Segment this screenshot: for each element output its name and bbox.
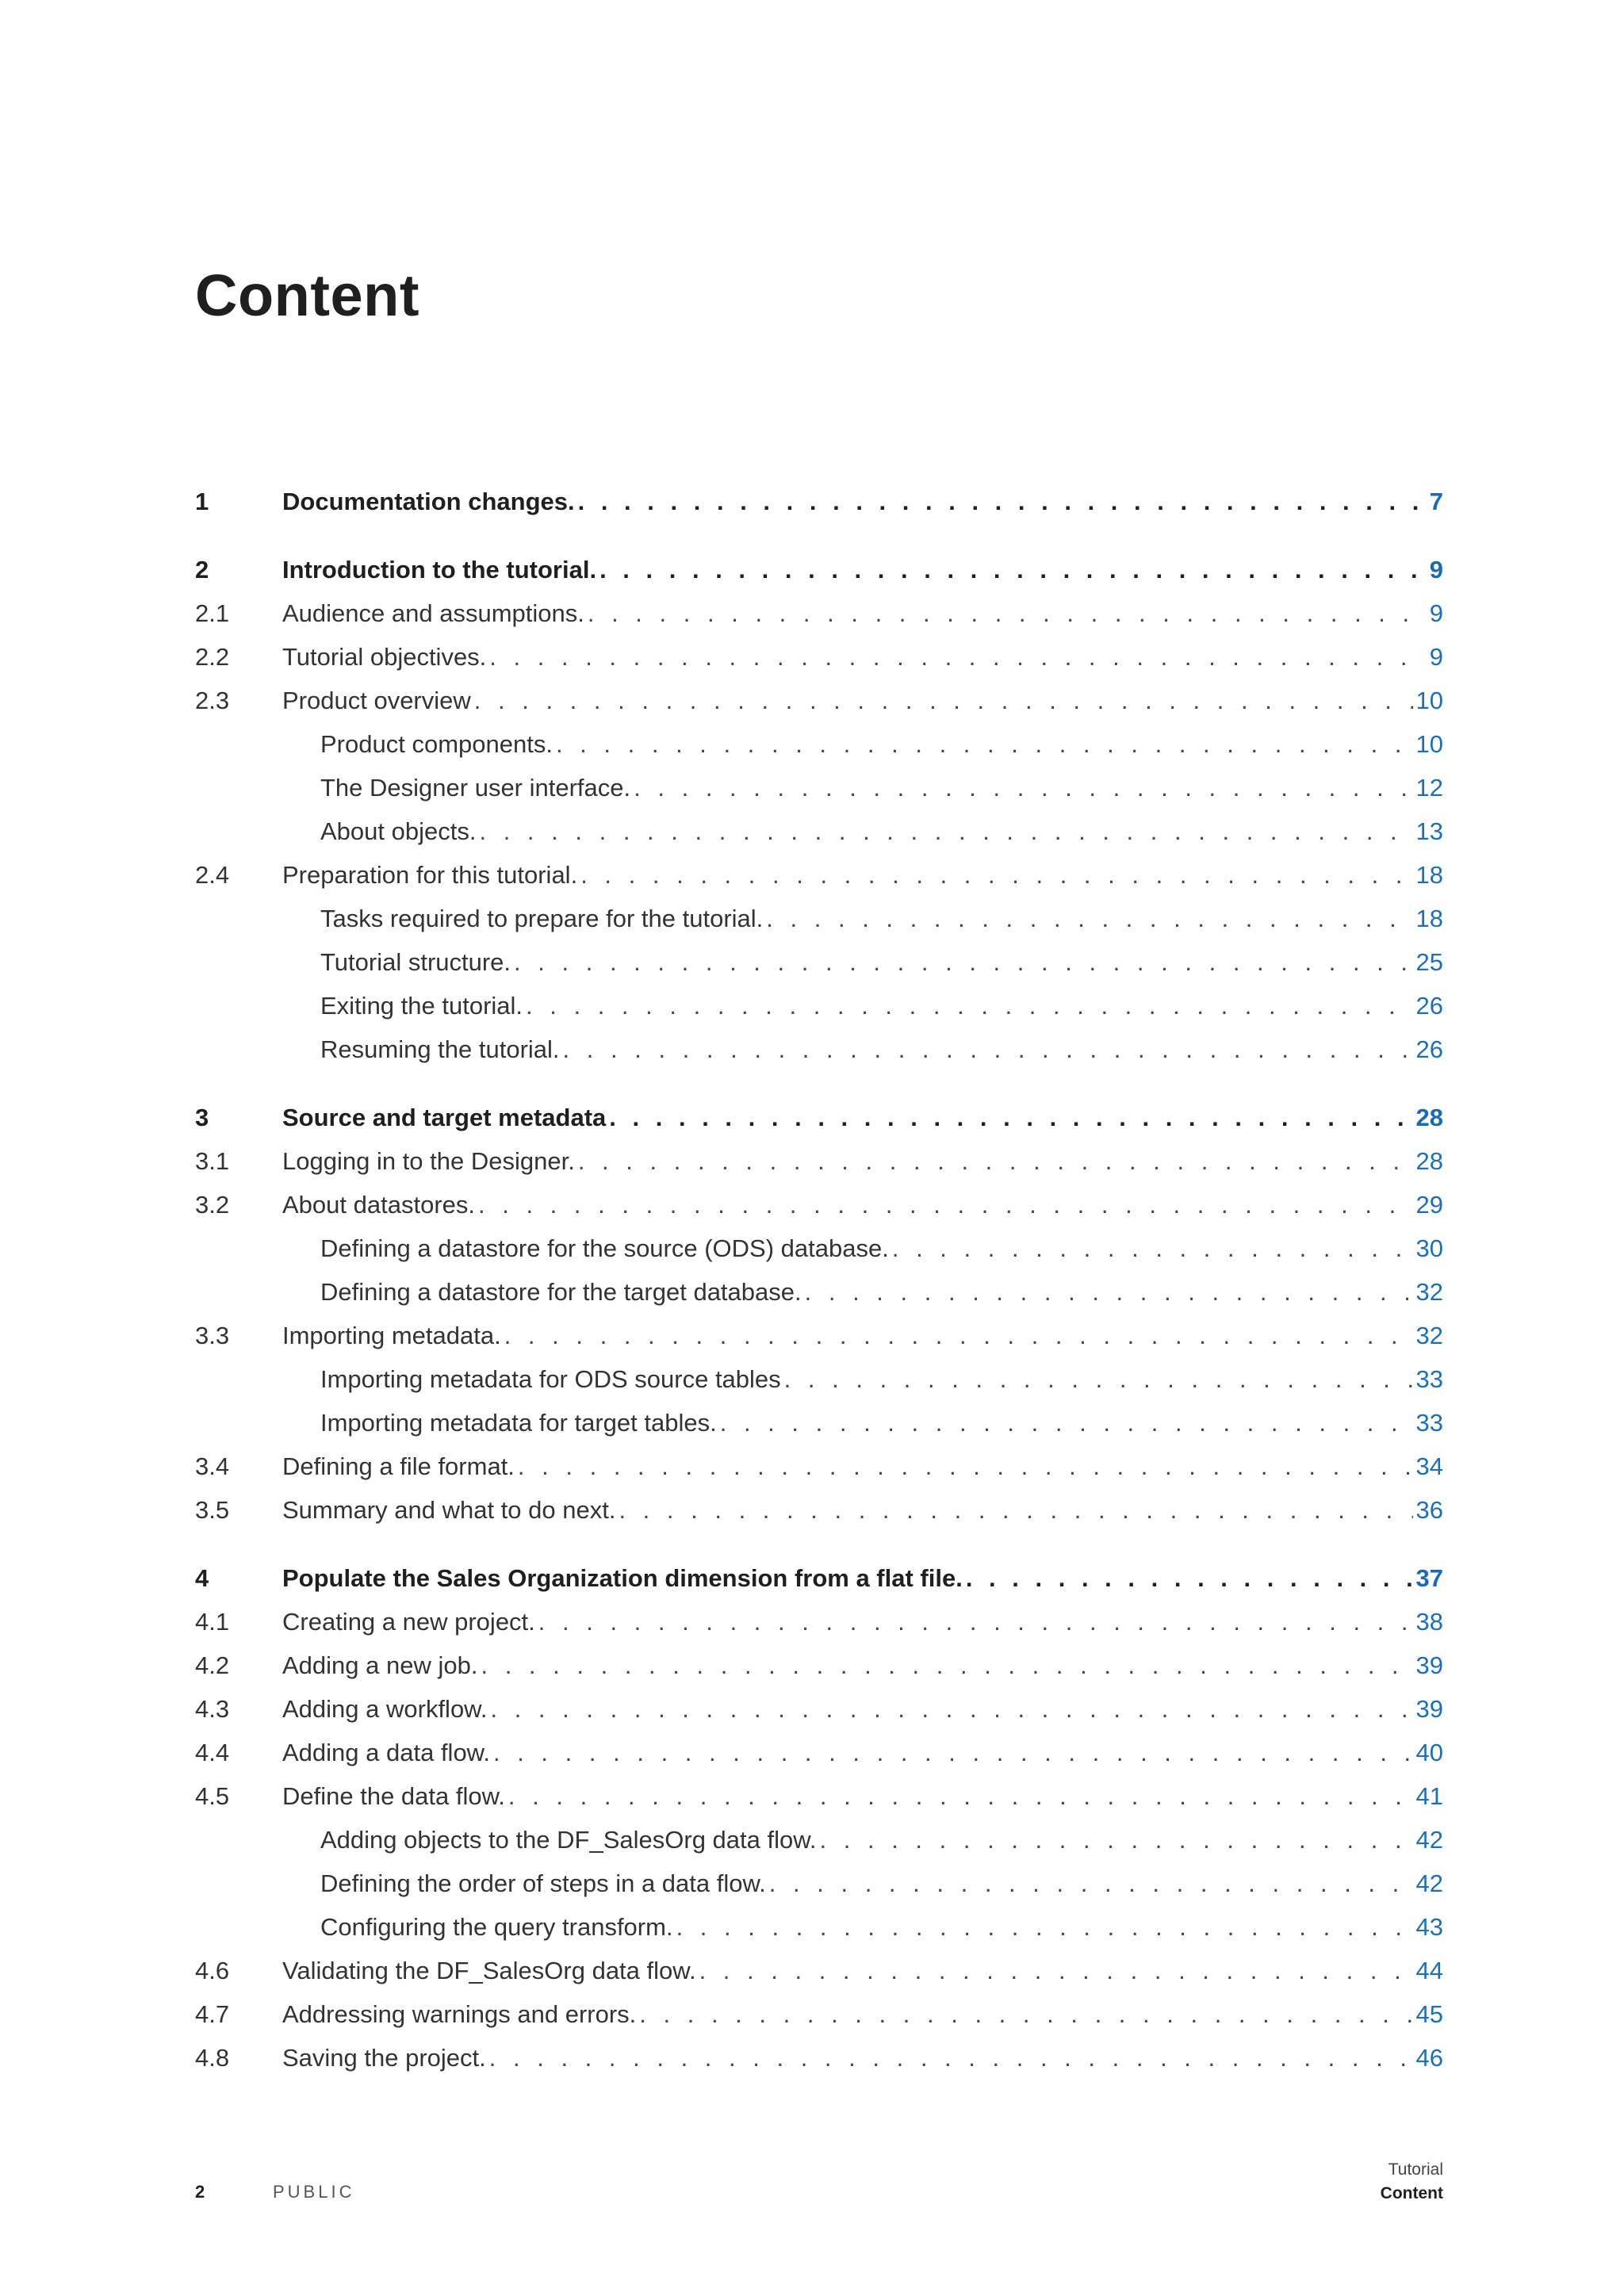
toc-entry-title[interactable]: Importing metadata. — [282, 1322, 501, 1349]
dot-leader — [588, 599, 1421, 628]
toc-entry[interactable] — [195, 774, 1443, 817]
dot-leader — [489, 2044, 1413, 2072]
toc-entry-title[interactable]: Source and target metadata — [282, 1104, 607, 1131]
toc-entry-body — [282, 1409, 1443, 1437]
toc-entry[interactable] — [195, 1234, 1443, 1278]
toc-entry-number: 4.1 — [195, 1608, 230, 1636]
toc-entry-page-link[interactable]: 7 — [1429, 488, 1443, 515]
toc-entry-number: 4.8 — [195, 2044, 230, 2072]
toc-entry-page-link[interactable]: 33 — [1415, 1365, 1443, 1393]
dot-leader — [580, 861, 1412, 890]
dot-leader — [720, 1409, 1413, 1437]
toc-entry-title[interactable]: Summary and what to do next. — [282, 1496, 616, 1524]
toc-entry-number: 3.5 — [195, 1496, 230, 1524]
toc-entry-body — [282, 1695, 1443, 1724]
toc-entry-body — [282, 1365, 1443, 1394]
toc-entry-page-link[interactable]: 12 — [1415, 774, 1443, 802]
toc-entry-page-link[interactable]: 30 — [1415, 1234, 1443, 1262]
toc-entry[interactable] — [195, 1826, 1443, 1869]
toc-entry-body — [282, 1191, 1443, 1219]
toc-entry-title[interactable]: Defining the order of steps in a data flow. — [320, 1869, 766, 1897]
toc-entry-title[interactable]: Importing metadata for target tables. — [320, 1409, 717, 1437]
footer-document-title: Tutorial — [1388, 2160, 1443, 2179]
toc-entry-title[interactable]: Saving the project. — [282, 2044, 486, 2072]
toc-entry[interactable] — [195, 1322, 1443, 1365]
toc-entry[interactable] — [195, 1452, 1443, 1496]
toc-entry-body — [282, 1739, 1443, 1767]
toc-entry-number: 4.4 — [195, 1739, 230, 1766]
toc-entry[interactable] — [195, 948, 1443, 992]
toc-entry-page-link[interactable]: 45 — [1415, 2000, 1443, 2028]
toc-entry-body — [282, 1278, 1443, 1307]
toc-entry-page-link[interactable]: 39 — [1415, 1695, 1443, 1723]
toc-entry[interactable] — [195, 643, 1443, 687]
toc-entry[interactable] — [195, 1104, 1443, 1147]
toc-entry-number: 1 — [195, 488, 209, 515]
dot-leader — [766, 905, 1412, 933]
toc-entry[interactable] — [195, 1913, 1443, 1957]
toc-entry-body — [282, 817, 1443, 846]
toc-entry-title[interactable]: Adding objects to the DF_SalesOrg data flow. — [320, 1826, 817, 1854]
toc-entry-body — [282, 1869, 1443, 1898]
toc-entry[interactable] — [195, 730, 1443, 774]
toc-entry-body — [282, 687, 1443, 715]
toc-entry-body — [282, 1496, 1443, 1525]
dot-leader — [490, 1695, 1412, 1724]
toc-entry[interactable] — [195, 1739, 1443, 1782]
dot-leader — [769, 1869, 1413, 1898]
toc-entry-title[interactable]: About objects. — [320, 817, 477, 845]
toc-entry[interactable] — [195, 992, 1443, 1035]
toc-entry-number: 3.1 — [195, 1147, 230, 1175]
dot-leader — [556, 730, 1413, 759]
toc-entry-number: 3.4 — [195, 1452, 230, 1480]
toc-entry[interactable] — [195, 687, 1443, 730]
toc-entry-number: 4.6 — [195, 1957, 230, 1984]
toc-entry-body — [282, 1782, 1443, 1811]
dot-leader — [619, 1496, 1412, 1525]
toc-entry-title[interactable]: Exiting the tutorial. — [320, 992, 523, 1020]
toc-entry-title[interactable]: Tutorial structure. — [320, 948, 511, 976]
toc-entry-title[interactable]: Defining a datastore for the source (ODS) database. — [320, 1234, 889, 1262]
toc-entry-title[interactable]: Resuming the tutorial. — [320, 1035, 560, 1063]
toc-entry-title[interactable]: Tasks required to prepare for the tutorial. — [320, 905, 764, 932]
toc-entry[interactable] — [195, 1035, 1443, 1079]
toc-entry-body — [282, 1104, 1443, 1132]
toc-entry[interactable] — [195, 1695, 1443, 1739]
toc-entry[interactable] — [195, 599, 1443, 643]
dot-leader — [504, 1322, 1413, 1350]
toc-entry[interactable] — [195, 1278, 1443, 1322]
toc-entry-page-link[interactable]: 9 — [1429, 599, 1443, 627]
toc-entry-body — [282, 599, 1443, 628]
footer-page-number: 2 — [195, 2182, 205, 2202]
toc-entry-title[interactable]: Product components. — [320, 730, 553, 758]
toc-entry-page-link[interactable]: 38 — [1415, 1608, 1443, 1636]
toc-entry-page-link[interactable]: 37 — [1415, 1564, 1443, 1592]
toc-entry-title[interactable]: Adding a new job. — [282, 1651, 478, 1679]
footer-right — [1381, 2158, 1443, 2206]
toc-entry-body — [282, 1957, 1443, 1985]
toc-entry-title[interactable]: Defining a datastore for the target database. — [320, 1278, 802, 1306]
dot-leader — [518, 1452, 1413, 1481]
toc-entry-page-link[interactable]: 32 — [1415, 1322, 1443, 1349]
toc-entry-page-link[interactable]: 13 — [1415, 817, 1443, 845]
toc-entry[interactable] — [195, 1365, 1443, 1409]
toc-entry-page-link[interactable]: 41 — [1415, 1782, 1443, 1810]
toc-entry[interactable] — [195, 556, 1443, 599]
toc-entry-body — [282, 1913, 1443, 1942]
toc-entry-number: 4.2 — [195, 1651, 230, 1679]
toc-entry-number: 2.3 — [195, 687, 230, 714]
toc-entry[interactable] — [195, 1191, 1443, 1234]
toc-entry-page-link[interactable]: 33 — [1415, 1409, 1443, 1437]
footer-section-title: Content — [1380, 2184, 1443, 2202]
toc-entry-page-link[interactable]: 40 — [1415, 1739, 1443, 1766]
dot-leader — [514, 948, 1412, 977]
dot-leader — [563, 1035, 1413, 1064]
toc-entry-body — [282, 730, 1443, 759]
toc-entry-title[interactable]: Product overview — [282, 687, 471, 714]
toc-entry-body — [282, 861, 1443, 890]
dot-leader — [784, 1365, 1413, 1394]
dot-leader — [578, 488, 1421, 516]
toc-entry-title[interactable]: Defining a file format. — [282, 1452, 515, 1480]
toc-entry-body — [282, 1826, 1443, 1854]
toc-entry-body — [282, 774, 1443, 802]
dot-leader — [526, 992, 1412, 1020]
toc-entry-page-link[interactable]: 28 — [1415, 1147, 1443, 1175]
dot-leader — [966, 1564, 1413, 1593]
toc-entry-page-link[interactable]: 26 — [1415, 1035, 1443, 1063]
dot-leader — [474, 687, 1413, 715]
toc-entry-title[interactable]: The Designer user interface. — [320, 774, 631, 802]
toc-entry-title[interactable]: Tutorial objectives. — [282, 643, 487, 671]
toc-entry[interactable] — [195, 1869, 1443, 1913]
toc-entry-title[interactable]: Populate the Sales Organization dimension from a flat file. — [282, 1564, 963, 1592]
page-title: Content — [195, 262, 419, 328]
toc-entry-page-link[interactable]: 25 — [1415, 948, 1443, 976]
toc-entry[interactable] — [195, 817, 1443, 861]
toc-entry-title[interactable]: Adding a workflow. — [282, 1695, 488, 1723]
toc-entry-page-link[interactable]: 43 — [1415, 1913, 1443, 1941]
toc-entry-title[interactable]: Creating a new project. — [282, 1608, 535, 1636]
toc-entry[interactable] — [195, 1651, 1443, 1695]
toc-entry-page-link[interactable]: 18 — [1415, 861, 1443, 889]
toc-entry-body — [282, 2044, 1443, 2072]
toc-entry-number: 4.7 — [195, 2000, 230, 2028]
toc-entry-body — [282, 643, 1443, 672]
toc-entry-title[interactable]: Validating the DF_SalesOrg data flow. — [282, 1957, 696, 1984]
toc-entry-title[interactable]: Addressing warnings and errors. — [282, 2000, 637, 2028]
dot-leader — [699, 1957, 1413, 1985]
toc-entry[interactable] — [195, 1496, 1443, 1540]
toc-entry-number: 3 — [195, 1104, 209, 1131]
toc-entry-page-link[interactable]: 42 — [1415, 1869, 1443, 1897]
toc-entry[interactable] — [195, 861, 1443, 905]
toc-entry-number: 3.2 — [195, 1191, 230, 1219]
toc-entry[interactable] — [195, 1409, 1443, 1452]
toc-entry-body — [282, 1651, 1443, 1680]
toc-entry-body — [282, 1035, 1443, 1064]
toc-entry-page-link[interactable]: 26 — [1415, 992, 1443, 1020]
toc-entry[interactable] — [195, 2044, 1443, 2087]
toc-entry[interactable] — [195, 1608, 1443, 1651]
toc-entry-page-link[interactable]: 28 — [1415, 1104, 1443, 1131]
toc-entry-body — [282, 1564, 1443, 1593]
toc-entry[interactable] — [195, 1147, 1443, 1191]
dot-leader — [538, 1608, 1413, 1636]
toc-entry-number: 2.2 — [195, 643, 230, 671]
dot-leader — [478, 1191, 1413, 1219]
toc-entry-page-link[interactable]: 10 — [1415, 687, 1443, 714]
toc-entry-page-link[interactable]: 18 — [1415, 905, 1443, 932]
dot-leader — [805, 1278, 1413, 1307]
toc-entry-title[interactable]: Preparation for this tutorial. — [282, 861, 578, 889]
footer-left — [195, 2182, 354, 2202]
dot-leader — [481, 1651, 1412, 1680]
toc-entry-number: 3.3 — [195, 1322, 230, 1349]
toc-entry[interactable] — [195, 1957, 1443, 2000]
toc-entry[interactable] — [195, 2000, 1443, 2044]
toc-entry[interactable] — [195, 488, 1443, 531]
dot-leader — [639, 2000, 1412, 2029]
toc-entry-page-link[interactable]: 42 — [1415, 1826, 1443, 1854]
toc-entry-title[interactable]: Logging in to the Designer. — [282, 1147, 575, 1175]
toc-entry[interactable] — [195, 905, 1443, 948]
toc-entry-number: 4 — [195, 1564, 209, 1592]
toc-entry-number: 2.4 — [195, 861, 230, 889]
dot-leader — [634, 774, 1412, 802]
toc-entry-body — [282, 905, 1443, 933]
dot-leader — [479, 817, 1412, 846]
dot-leader — [578, 1147, 1413, 1176]
toc-entry-page-link[interactable]: 46 — [1415, 2044, 1443, 2072]
toc-entry-page-link[interactable]: 29 — [1415, 1191, 1443, 1219]
toc-entry[interactable] — [195, 1564, 1443, 1608]
toc-entry-title[interactable]: Adding a data flow. — [282, 1739, 490, 1766]
toc-entry-page-link[interactable]: 39 — [1415, 1651, 1443, 1679]
toc-entry-title[interactable]: Introduction to the tutorial. — [282, 556, 597, 584]
dot-leader — [676, 1913, 1413, 1942]
toc-entry-number: 2 — [195, 556, 209, 584]
toc-entry-page-link[interactable]: 9 — [1429, 556, 1443, 584]
toc-entry-body — [282, 556, 1443, 584]
toc-entry-body — [282, 1234, 1443, 1263]
toc-entry-page-link[interactable]: 36 — [1415, 1496, 1443, 1524]
toc-entry-title[interactable]: Configuring the query transform. — [320, 1913, 673, 1941]
toc-entry-body — [282, 488, 1443, 516]
toc-entry-title[interactable]: Audience and assumptions. — [282, 599, 584, 627]
toc-entry-body — [282, 2000, 1443, 2029]
dot-leader — [892, 1234, 1413, 1263]
toc-entry-page-link[interactable]: 34 — [1415, 1452, 1443, 1480]
toc-entry[interactable] — [195, 1782, 1443, 1826]
toc-entry-page-link[interactable]: 10 — [1415, 730, 1443, 758]
toc-entry-title[interactable]: About datastores. — [282, 1191, 475, 1219]
toc-entry-page-link[interactable]: 32 — [1415, 1278, 1443, 1306]
toc-entry-body — [282, 1322, 1443, 1350]
dot-leader — [609, 1104, 1412, 1132]
dot-leader — [493, 1739, 1413, 1767]
toc-entry-title[interactable]: Define the data flow. — [282, 1782, 505, 1810]
dot-leader — [489, 643, 1421, 672]
toc-entry-body — [282, 992, 1443, 1020]
table-of-contents — [195, 488, 1443, 2087]
toc-entry-page-link[interactable]: 9 — [1429, 643, 1443, 671]
toc-entry-number: 4.5 — [195, 1782, 230, 1810]
toc-entry-title[interactable]: Documentation changes. — [282, 488, 575, 515]
dot-leader — [820, 1826, 1413, 1854]
toc-entry-body — [282, 1608, 1443, 1636]
toc-entry-title[interactable]: Importing metadata for ODS source tables — [320, 1365, 781, 1393]
toc-entry-page-link[interactable]: 44 — [1415, 1957, 1443, 1984]
footer-classification: PUBLIC — [273, 2182, 355, 2202]
dot-leader — [508, 1782, 1413, 1811]
toc-entry-body — [282, 1452, 1443, 1481]
toc-entry-number: 2.1 — [195, 599, 230, 627]
toc-entry-body — [282, 948, 1443, 977]
dot-leader — [599, 556, 1421, 584]
toc-entry-number: 4.3 — [195, 1695, 230, 1723]
toc-entry-body — [282, 1147, 1443, 1176]
